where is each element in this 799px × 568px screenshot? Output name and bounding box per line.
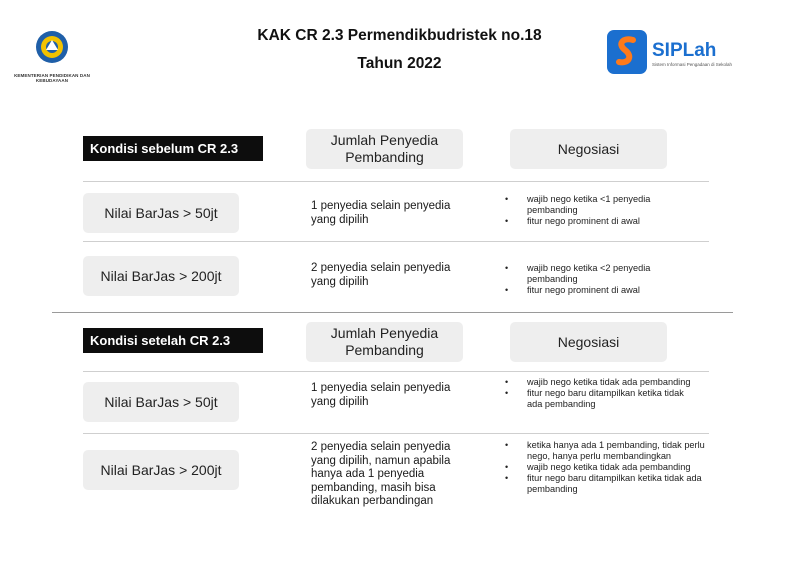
provider-description: 1 penyedia selain penyedia yang dipilih	[311, 382, 451, 408]
negotiation-item: • wajib nego ketika <2 penyedia pembanding	[505, 263, 700, 285]
negotiation-item: • fitur nego baru ditampilkan ketika tidak ada pembanding	[505, 388, 700, 410]
negotiation-item: • fitur nego baru ditampilkan ketika tidak ada pembanding	[505, 473, 727, 495]
siplah-mark-icon	[605, 28, 649, 76]
divider	[83, 371, 709, 372]
section-before-negotiation-header: Negosiasi	[510, 129, 667, 169]
negotiation-item: • ketika hanya ada 1 pembanding, tidak perlu nego, hanya perlu membandingkan	[505, 440, 727, 462]
negotiation-list	[505, 377, 700, 410]
section-after-provider-header: Jumlah Penyedia Pembanding	[306, 322, 463, 362]
negotiation-list	[505, 263, 700, 296]
siplah-tagline: Sistem Informasi Pengadaan di Sekolah	[652, 62, 733, 67]
page-subtitle: Tahun 2022	[357, 55, 442, 72]
negotiation-item: • wajib nego ketika <1 penyedia pembanding	[505, 194, 700, 216]
section-before-provider-header: Jumlah Penyedia Pembanding	[306, 129, 463, 169]
negotiation-item: • fitur nego prominent di awal	[505, 216, 700, 227]
value-box: Nilai BarJas > 200jt	[83, 450, 239, 490]
section-after-negotiation-header: Negosiasi	[510, 322, 667, 362]
negotiation-item: • fitur nego prominent di awal	[505, 285, 700, 296]
divider	[83, 433, 709, 434]
provider-description: 2 penyedia selain penyedia yang dipilih	[311, 262, 451, 288]
section-divider	[52, 312, 733, 313]
divider	[83, 181, 709, 182]
value-box: Nilai BarJas > 200jt	[83, 256, 239, 296]
siplah-name: SIPLah	[652, 40, 717, 61]
section-before-label: Kondisi sebelum CR 2.3	[83, 136, 263, 161]
negotiation-item: • wajib nego ketika tidak ada pembanding	[505, 462, 727, 473]
page-title: KAK CR 2.3 Permendikbudristek no.18	[257, 27, 542, 44]
negotiation-list	[505, 194, 700, 227]
provider-description: 2 penyedia selain penyedia yang dipilih, namun apabila hanya ada 1 penyedia pembanding, masih bisa dilakukan perbandingan	[311, 441, 451, 507]
negotiation-item: • wajib nego ketika tidak ada pembanding	[505, 377, 700, 388]
section-after-label: Kondisi setelah CR 2.3	[83, 328, 263, 353]
negotiation-list	[505, 440, 727, 495]
divider	[83, 241, 709, 242]
ministry-logo-text: KEMENTERIAN PENDIDIKAN DAN KEBUDAYAAN	[14, 73, 90, 83]
siplah-logo	[605, 28, 745, 78]
provider-description: 1 penyedia selain penyedia yang dipilih	[311, 200, 451, 226]
value-box: Nilai BarJas > 50jt	[83, 193, 239, 233]
value-box: Nilai BarJas > 50jt	[83, 382, 239, 422]
